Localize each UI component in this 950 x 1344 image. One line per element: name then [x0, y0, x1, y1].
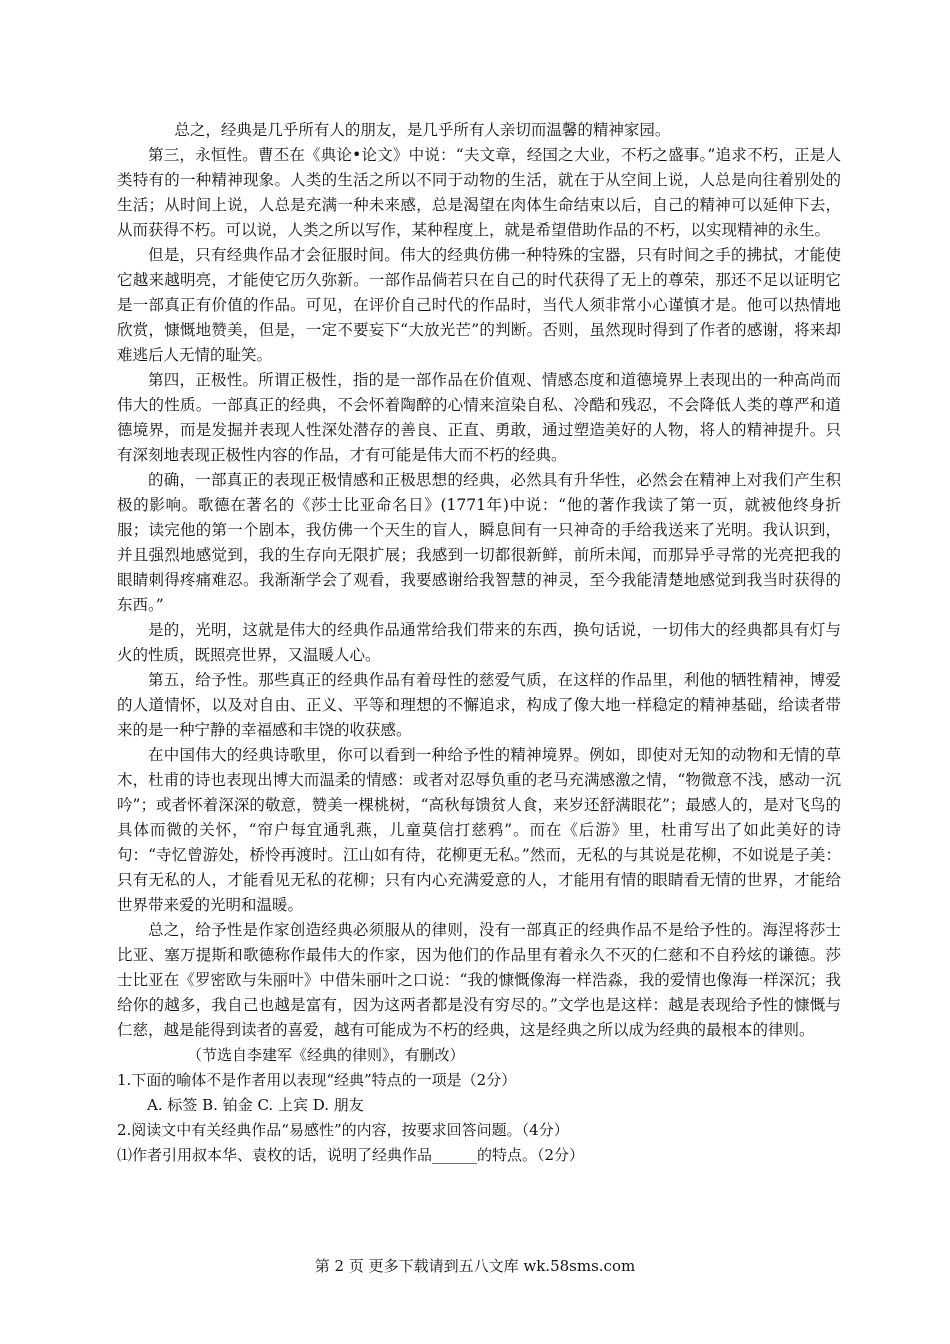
question-2-part-1: ⑴作者引用叔本华、袁枚的话，说明了经典作品______的特点。（2分）	[117, 1146, 585, 1164]
page-footer: 第 2 页 更多下载请到五八文库 wk.58sms.com	[314, 1257, 636, 1275]
paragraph-eternity: 第三，永恒性。曹丕在《典论•论文》中说：“夫文章，经国之大业，不朽之盛事。”追求不朽，正是人类特有的一种精神现象。人类的生活之所以不同于动物的生活，就在于从空间上说，人总是向往着别处的生活；从时间上说，人总是充满一种未来感，总是渴望在肉体生命结束以后，自己的精神可以延伸下去，从而获得不朽。可以说，人类之所以写作，某种程度上，就是希望借助作品的不朽，以实现精神的永生。	[117, 146, 841, 239]
source-citation: （节选自李建军《经典的律则》，有删改）	[187, 1046, 465, 1064]
question-1: 1.下面的喻体不是作者用以表现“经典”特点的一项是（2分）	[117, 1071, 517, 1089]
paragraph-positivity: 第四，正极性。所谓正极性，指的是一部作品在价值观、情感态度和道德境界上表现出的一种高尚而伟大的性质。一部真正的经典，不会怀着陶醉的心情来渲染自私、冷酷和残忍，不会降低人类的尊严和道德境界，而是发掘并表现人性深处潜存的善良、正直、勇敢，通过塑造美好的人物，将人的精神提升。只有深刻地表现正极性内容的作品，才有可能是伟大而不朽的经典。	[117, 371, 841, 464]
paragraph-light: 是的，光明，这就是伟大的经典作品通常给我们带来的东西，换句话说，一切伟大的经典都具有灯与火的性质，既照亮世界，又温暖人心。	[117, 621, 841, 664]
paragraph-conclusion-friend: 总之，经典是几乎所有人的朋友，是几乎所有人亲切而温馨的精神家园。	[174, 121, 671, 139]
paragraph-goethe-quote: 的确，一部真正的表现正极情感和正极思想的经典，必然具有升华性，必然会在精神上对我们产生积极的影响。歌德在著名的《莎士比亚命名日》(1771年)中说：“他的著作我读了第一页，就被他终身折服；读完他的第一个剧本，我仿佛一个天生的盲人，瞬息间有一只神奇的手给我送来了光明。我认识到，并且强烈地感觉到，我的生存向无限扩展；我感到一切都很新鲜，前所未闻，而那异乎寻常的光亮把我的眼睛刺得疼痛难忍。我渐渐学会了观看，我要感谢给我智慧的神灵，至今我能清楚地感觉到我当时获得的东西。”	[117, 471, 841, 614]
question-1-options: A. 标签 B. 铂金 C. 上宾 D. 朋友	[147, 1096, 364, 1114]
paragraph-conquer-time: 但是，只有经典作品才会征服时间。伟大的经典仿佛一种特殊的宝器，只有时间之手的拂拭，才能使它越来越明亮，才能使它历久弥新。一部作品倘若只在自己的时代获得了无上的尊荣，那还不足以证明它是一部真正有价值的作品。可见，在评价自己时代的作品时，当代人须非常小心谨慎才是。他可以热情地欣赏，慷慨地赞美，但是，一定不要妄下“大放光芒”的判断。否则，虽然现时得到了作者的感谢，将来却难逃后人无情的耻笑。	[117, 246, 841, 364]
paragraph-giving: 第五，给予性。那些真正的经典作品有着母性的慈爱气质，在这样的作品里，利他的牺牲精神，博爱的人道情怀，以及对自由、正义、平等和理想的不懈追求，构成了像大地一样稳定的精神基础，给读者带来的是一种宁静的幸福感和丰饶的收获感。	[117, 671, 841, 739]
question-2: 2.阅读文中有关经典作品“易感性”的内容，按要求回答问题。（4分）	[117, 1121, 569, 1139]
document-page	[117, 118, 841, 1168]
paragraph-conclusion-giving: 总之，给予性是作家创造经典必须服从的律则，没有一部真正的经典作品不是给予性的。海涅将莎士比亚、塞万提斯和歌德称作最伟大的作家，因为他们的作品里有着永久不灭的仁慈和不自矜炫的谦德。莎士比亚在《罗密欧与朱丽叶》中借朱丽叶之口说：“我的慷慨像海一样浩淼，我的爱情也像海一样深沉；我给你的越多，我自己也越是富有，因为这两者都是没有穷尽的。”文学也是这样：越是表现给予性的慷慨与仁慈，越是能得到读者的喜爱，越有可能成为不朽的经典，这是经典之所以成为经典的最根本的律则。	[117, 921, 841, 1039]
paragraph-dufu: 在中国伟大的经典诗歌里，你可以看到一种给予性的精神境界。例如，即使对无知的动物和无情的草木，杜甫的诗也表现出博大而温柔的情感：或者对忍辱负重的老马充满感激之情，“物微意不浅，感动一沉吟”；或者怀着深深的敬意，赞美一棵桃树，“高秋每馈贫人食，来岁还舒满眼花”；最感人的，是对飞鸟的具体而微的关怀，“帘户每宜通乳燕，儿童莫信打慈鸦”。而在《后游》里，杜甫写出了如此美好的诗句：“寺忆曾游处，桥怜再渡时。江山如有待，花柳更无私。”然而，无私的与其说是花柳，不如说是子美：只有无私的人，才能看见无私的花柳；只有内心充满爱意的人，才能用有情的眼睛看无情的世界，才能给世界带来爱的光明和温暖。	[117, 746, 841, 914]
